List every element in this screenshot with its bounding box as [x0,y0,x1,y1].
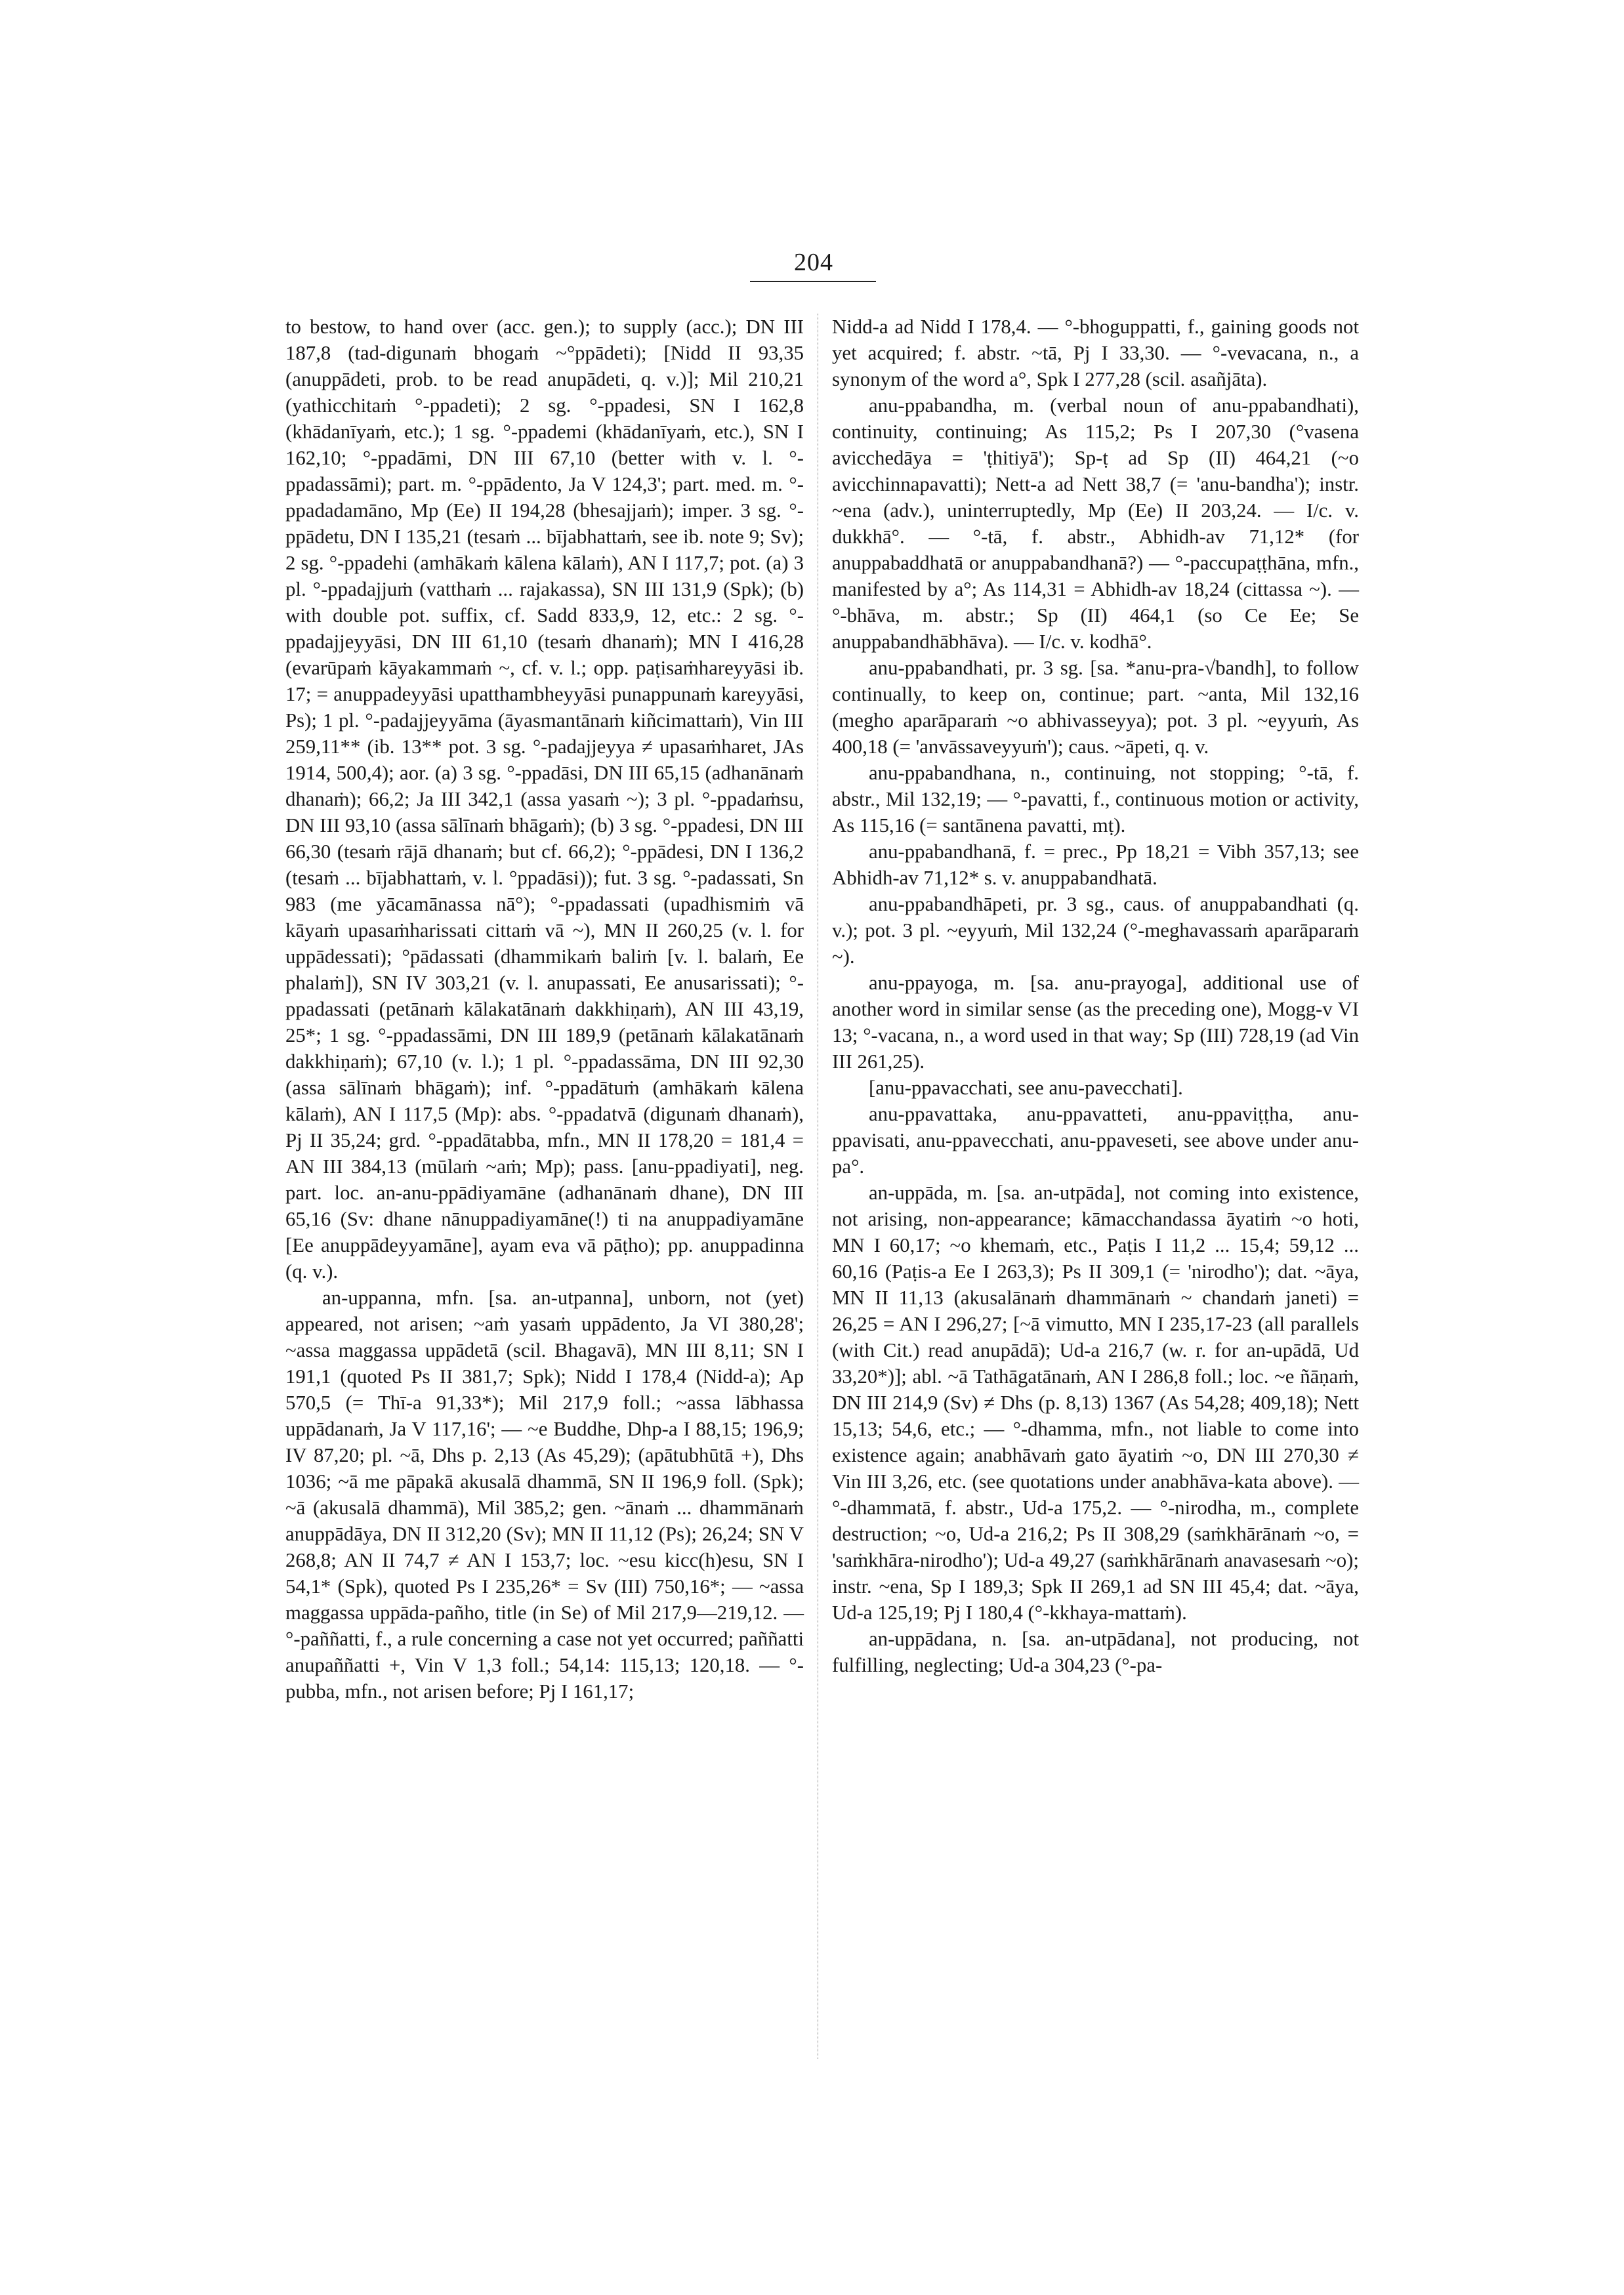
entry-anu-ppayoga: anu-ppayoga, m. [sa. anu-prayoga], additional use of another word in similar sense (as the preceding one), Mogg-v VI 13; °-vacana, n., a word used in that way; Sp (III) 728,19 (ad Vin III 261,25). [832,972,1359,1073]
entry-anu-ppabandha: anu-ppabandha, m. (verbal noun of anu-ppabandhati), continuity, continuing; As 115,2; Ps I 207,30 (°vasena avicchedāya = 'ṭhitiyā'); Sp-ṭ ad Sp (II) 464,21 (~o avicchinnapavatti); Nett-a ad Nett 38,7 (= 'anu-bandha'); instr. ~ena (adv.), uninterruptedly, Mp (Ee) II 203,24. — I/c. v. dukkhā°. — °-tā, f. abstr., Abhidh-av 71,12* (for anuppabaddhatā or anuppabandhanā?) — °-paccupaṭṭhāna, mfn., manifested by a°; As 114,31 = Abhidh-av 18,24 (cittassa ~). — °-bhāva, m. abstr.; Sp (II) 464,1 (so Ce Ee; Se anuppabandhābhāva). — I/c. v. kodhā°. [832,394,1359,653]
entry-anu-ppabandhapeti: anu-ppabandhāpeti, pr. 3 sg., caus. of anuppabandhati (q. v.); pot. 3 pl. ~eyyuṁ, Mil 132,24 (°-meghavassaṁ aparāparaṁ ~). [832,893,1359,968]
header-rule [750,281,876,282]
entry-anu-ppabandhati: anu-ppabandhati, pr. 3 sg. [sa. *anu-pra-√bandh], to follow continually, to keep on, continue; part. ~anta, Mil 132,16 (megho aparāparaṁ ~o abhivasseyya); pot. 3 pl. ~eyyuṁ, As 400,18 (= 'anvāssaveyyuṁ'); caus. ~āpeti, q. v. [832,657,1359,758]
entry-anu-ppabandhana-f: anu-ppabandhanā, f. = prec., Pp 18,21 = Vibh 357,13; see Abhidh-av 71,12* s. v. anuppabandhatā. [832,840,1359,889]
entry-an-uppadana: an-uppādana, n. [sa. an-utpādana], not producing, not fulfilling, neglecting; Ud-a 304,23 (°-pa- [832,1628,1359,1676]
left-column [285,314,804,1705]
right-column [832,314,1359,1678]
entry-continuation-right: Nidd-a ad Nidd I 178,4. — °-bhoguppatti, f., gaining goods not yet acquired; f. abstr. ~tā, Pj I 33,30. — °-vevacana, n., a synonym of the word a°, Spk I 277,28 (scil. asañjāta). [832,316,1359,390]
entry-anu-ppabandhana: anu-ppabandhana, n., continuing, not stopping; °-tā, f. abstr., Mil 132,19; — °-pavatti, f., continuous motion or activity, As 115,16 (= santānena pavatti, mṭ). [832,762,1359,837]
entry-anu-ppavattaka: anu-ppavattaka, anu-ppavatteti, anu-ppaviṭṭha, anu-ppavisati, anu-ppavecchati, anu-ppaveseti, see above under anu-pa°. [832,1103,1359,1178]
page-number: 204 [794,249,833,276]
entry-continuation: to bestow, to hand over (acc. gen.); to supply (acc.); DN III 187,8 (tad-digunaṁ bhogaṁ ~°ppādeti); [Nidd II 93,35 (anuppādeti, prob. to be read anupādeti, q. v.)]; Mil 210,21 (yathicchitaṁ °-ppadeti); 2 sg. °-ppadesi, SN I 162,8 (khādanīyaṁ, etc.); 1 sg. °-ppademi (khādanīyaṁ, etc.), SN I 162,10; °-ppadāmi, DN III 67,10 (better with v. l. °-ppadassāmi); part. m. °-ppādento, Ja V 124,3'; part. med. m. °-ppadadamāno, Mp (Ee) II 194,28 (bhesajjaṁ); imper. 3 sg. °-ppādetu, DN I 135,21 (tesaṁ ... bījabhattaṁ, see ib. note 9; Sv); 2 sg. °-ppadehi (amhākaṁ kālena kālaṁ), AN I 117,7; pot. (a) 3 pl. °-ppadajjuṁ (vatthaṁ ... rajakassa), SN III 131,9 (Spk); (b) with double pot. suffix, cf. Sadd 833,9, 12, etc.: 2 sg. °-ppadajjeyyāsi, DN III 61,10 (tesaṁ dhanaṁ); MN I 416,28 (evarūpaṁ kāyakammaṁ ~, cf. v. l.; opp. paṭisaṁhareyyāsi ib. 17; = anuppadeyyāsi upatthambheyyāsi punappunaṁ kareyyāsi, Ps); 1 pl. °-padajjeyyāma (āyasmantānaṁ kiñcimattaṁ), Vin III 259,11** (ib. 13** pot. 3 sg. °-padajjeyya ≠ upasaṁharet, JAs 1914, 500,4); aor. (a) 3 sg. °-ppadāsi, DN III 65,15 (adhanānaṁ dhanaṁ); 66,2; Ja III 342,1 (assa yasaṁ ~); 3 pl. °-ppadaṁsu, DN III 93,10 (assa sālīnaṁ bhāgaṁ); (b) 3 sg. °-ppadesi, DN III 66,30 (tesaṁ rājā dhanaṁ; but cf. 66,2); °-ppādesi, DN I 136,2 (tesaṁ ... bījabhattaṁ, v. l. °ppadāsi)); fut. 3 sg. °-padassati, Sn 983 (me yācamānassa nā°); °-ppadassati (upadhismiṁ vā kāyaṁ upasaṁharissati cittaṁ vā ~), MN II 260,25 (v. l. for uppādessati); °pādassati (dhammikaṁ baliṁ [v. l. balaṁ, Ee phalaṁ]), SN IV 303,21 (v. l. anupassati, Ee anusarissati); °-ppadassati (petānaṁ kālakatānaṁ dakkhiṇaṁ), AN III 43,19, 25*; 1 sg. °-ppadassāmi, DN III 189,9 (petānaṁ kālakatānaṁ dakkhiṇaṁ); 67,10 (v. l.); 1 pl. °-ppadassāma, DN III 92,30 (assa sālīnaṁ bhāgaṁ); inf. °-ppadātuṁ (amhākaṁ kālena kālaṁ), AN I 117,5 (Mp): abs. °-ppadatvā (digunaṁ dhanaṁ), Pj II 35,24; grd. °-ppadātabba, mfn., MN II 178,20 = 181,4 = AN III 384,13 (mūlaṁ ~aṁ; Mp); pass. [anu-ppadiyati], neg. part. loc. an-anu-ppādiyamāne (adhanānaṁ dhane), DN III 65,16 (Sv: dhane nānuppadiyamāne(!) ti na anuppadiyamāne [Ee anuppādeyyamāne], ayam eva vā pāṭho); pp. anuppadinna (q. v.). [285,316,804,1283]
entry-an-uppada: an-uppāda, m. [sa. an-utpāda], not coming into existence, not arising, non-appearance; kāmacchandassa āyatiṁ ~o hoti, MN I 60,17; ~o khemaṁ, etc., Paṭis I 11,2 ... 15,4; 59,12 ... 60,16 (Paṭis-a Ee I 263,3); Ps II 309,1 (= 'nirodho'); dat. ~āya, MN II 11,13 (akusalānaṁ dhammānaṁ ~ chandaṁ janeti) = 26,25 = AN I 296,27; [~ā vimutto, MN I 235,17-23 (all parallels (with Cit.) read anupādā); Ud-a 216,7 (w. r. for an-upādā, Ud 33,20*)]; abl. ~ā Tathāgatānaṁ, AN I 286,8 foll.; loc. ~e ñāṇaṁ, DN III 214,9 (Sv) ≠ Dhs (p. 8,13) 1367 (As 54,28; 409,18); Nett 15,13; 54,6, etc.; — °-dhamma, mfn., not liable to come into existence again; anabhāvaṁ gato āyatiṁ ~o, DN III 270,30 ≠ Vin III 3,26, etc. (see quotations under anabhāva-kata above). — °-dhammatā, f. abstr., Ud-a 175,2. — °-nirodha, m., complete destruction; ~o, Ud-a 216,2; Ps II 308,29 (saṁkhārānaṁ ~o, = 'saṁkhāra-nirodho'); Ud-a 49,27 (saṁkhārānaṁ anavasesaṁ ~o); instr. ~ena, Sp I 189,3; Spk II 269,1 ad SN III 45,4; dat. ~āya, Ud-a 125,19; Pj I 180,4 (°-kkhaya-mattaṁ). [832,1182,1359,1624]
entry-anu-ppavacchati: [anu-ppavacchati, see anu-pavecchati]. [869,1077,1183,1099]
entry-an-uppanna: an-uppanna, mfn. [sa. an-utpanna], unborn, not (yet) appeared, not arisen; ~aṁ yasaṁ uppādento, Ja VI 380,28'; ~assa maggassa uppādetā (scil. Bhagavā), MN III 8,11; SN I 191,1 (quoted Ps II 381,7; Spk); Nidd I 178,4 (Nidd-a); Ap 570,5 (= Thī-a 91,33*); Mil 217,9 foll.; ~assa lābhassa uppādanaṁ, Ja V 117,16'; — ~e Buddhe, Dhp-a I 88,15; 196,9; IV 87,20; pl. ~ā, Dhs p. 2,13 (As 45,29); (apātubhūtā +), Dhs 1036; ~ā me pāpakā akusalā dhammā, SN II 196,9 foll. (Spk); ~ā (akusalā dhammā), Mil 385,2; gen. ~ānaṁ ... dhammānaṁ anuppādāya, DN II 312,20 (Sv); MN II 11,12 (Ps); 26,24; SN V 268,8; AN II 74,7 ≠ AN I 153,7; loc. ~esu kicc(h)esu, SN I 54,1* (Spk), quoted Ps I 235,26* = Sv (III) 750,16*; — ~assa maggassa uppāda-pañho, title (in Se) of Mil 217,9—219,12. — °-paññatti, f., a rule concerning a case not yet occurred; paññatti anupaññatti +, Vin V 1,3 foll.; 54,14: 115,13; 120,18. — °-pubba, mfn., not arisen before; Pj I 161,17; [285,1287,804,1703]
